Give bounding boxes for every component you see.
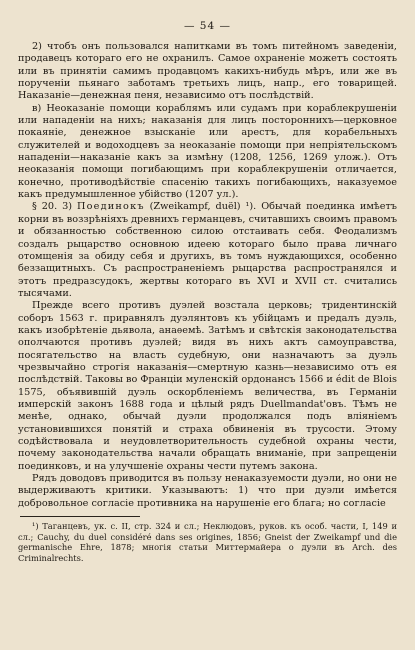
section-number: § 20. 3) [32, 201, 73, 213]
section-text: Обычай поединка имѣетъ корни въ воззрѣніяхъ древнихъ германцевъ, считавшихъ своимъ правомъ и обязанностью собственною силою отстаивать себя. Феодализмъ создалъ рыцарство основною идеею котораго было права личнаго отомщенія за обиду себя и другихъ, въ томъ нуждающихся, особенно беззащитныхъ. Съ распространеніемъ рыцарства распространялся и этотъ предразсудокъ, жертвы котораго въ XVI и XVII ст. считались тысячами. [18, 201, 397, 299]
footnote-ref: ¹). [245, 201, 257, 213]
body-text [18, 41, 397, 510]
page-number: — 54 — [183, 20, 232, 32]
paragraph-church-opposition: Прежде всего противъ дуэлей возстала церковь; тридентинскій соборъ 1563 г. приравнялъ дуэлянтовъ къ убійцамъ и предалъ дуэль, какъ изобрѣтеніе дьявола, анаѳемѣ. Затѣмъ и свѣтскія законодательства ополчаются противъ дуэлей; видя въ нихъ актъ самоуправства, посягательство на власть судебную, они назначаютъ за дуэль чрезвычайно строгія наказанія—смертную казнь—независимо отъ ея послѣдствій. Таковы во Франціи муленскій ордонансъ 1566 и édit de Blois 1575, объявившій дуэль оскорбленіемъ величества, въ Германіи имперскій законъ 1688 года и цѣлый рядъ Duellmandat'овъ. Тѣмъ не менѣе, однако, обычай дуэли продолжался подъ вліяніемъ установившихся понятій и страха обвиненія въ трусости. Этому содѣйствовала и неудовлетворительность судебной охраны чести, почему законодательства начали обращать вниманіе, при запрещеніи поединковъ, и на улучшеніе охраны чести путемъ закона. [18, 300, 397, 472]
paragraph-arguments: Рядъ доводовъ приводится въ пользу ненаказуемости дуэли, но они не выдерживаютъ критики. Указываютъ: 1) что при дуэли имѣется добровольное согласіе противника на нарушеніе его блага; но согласіе [18, 473, 397, 509]
footnote: ¹) Таганцевъ, ук. с. II, стр. 324 и сл.; Неклюдовъ, руков. къ особ. части, I, 149 и сл.; Cauchy, du duel considéré dans ses origines, 1856; Gneist der Zweikampf und die germanische Ehre, 1878; многія статьи Миттермайера о дуэли въ Arch. des Criminalrechts. [18, 521, 397, 563]
section-20-paragraph [18, 201, 397, 300]
paragraph-drinking-liability: 2) чтобъ онъ пользовался напитками въ томъ питейномъ заведеніи, продавецъ котораго его не охранилъ. Самое охраненіе можетъ состоять или въ принятіи самимъ продавцомъ какихъ-нибудь мѣръ, или же въ порученіи пьянаго заботамъ третьихъ лицъ, напр., его товарищей. Наказаніе—денежная пеня, независимо отъ послѣдствій. [18, 41, 397, 102]
section-title: Поединокъ [76, 201, 145, 213]
footnote-divider [20, 516, 140, 517]
section-term: (Zweikampf, duël) [149, 201, 241, 213]
paragraph-shipwreck-assistance: в) Неоказаніе помощи кораблямъ или судамъ при кораблекрушеніи или нападеніи на нихъ; наказанія для лицъ постороннихъ—церковное покаяніе, денежное взысканіе или арестъ, для корабельныхъ служителей и водоходцевъ за неоказаніе помощи при непріятельскомъ нападеніи—наказаніе какъ за измѣну (1208, 1256, 1269 улож.). Отъ неоказанія помощи погибающимъ при кораблекрушеніи отличается, конечно, противодѣйствіе спасенію такихъ погибающихъ, наказуемое какъ предумышленное убійство (1207 ул.). [18, 102, 397, 201]
